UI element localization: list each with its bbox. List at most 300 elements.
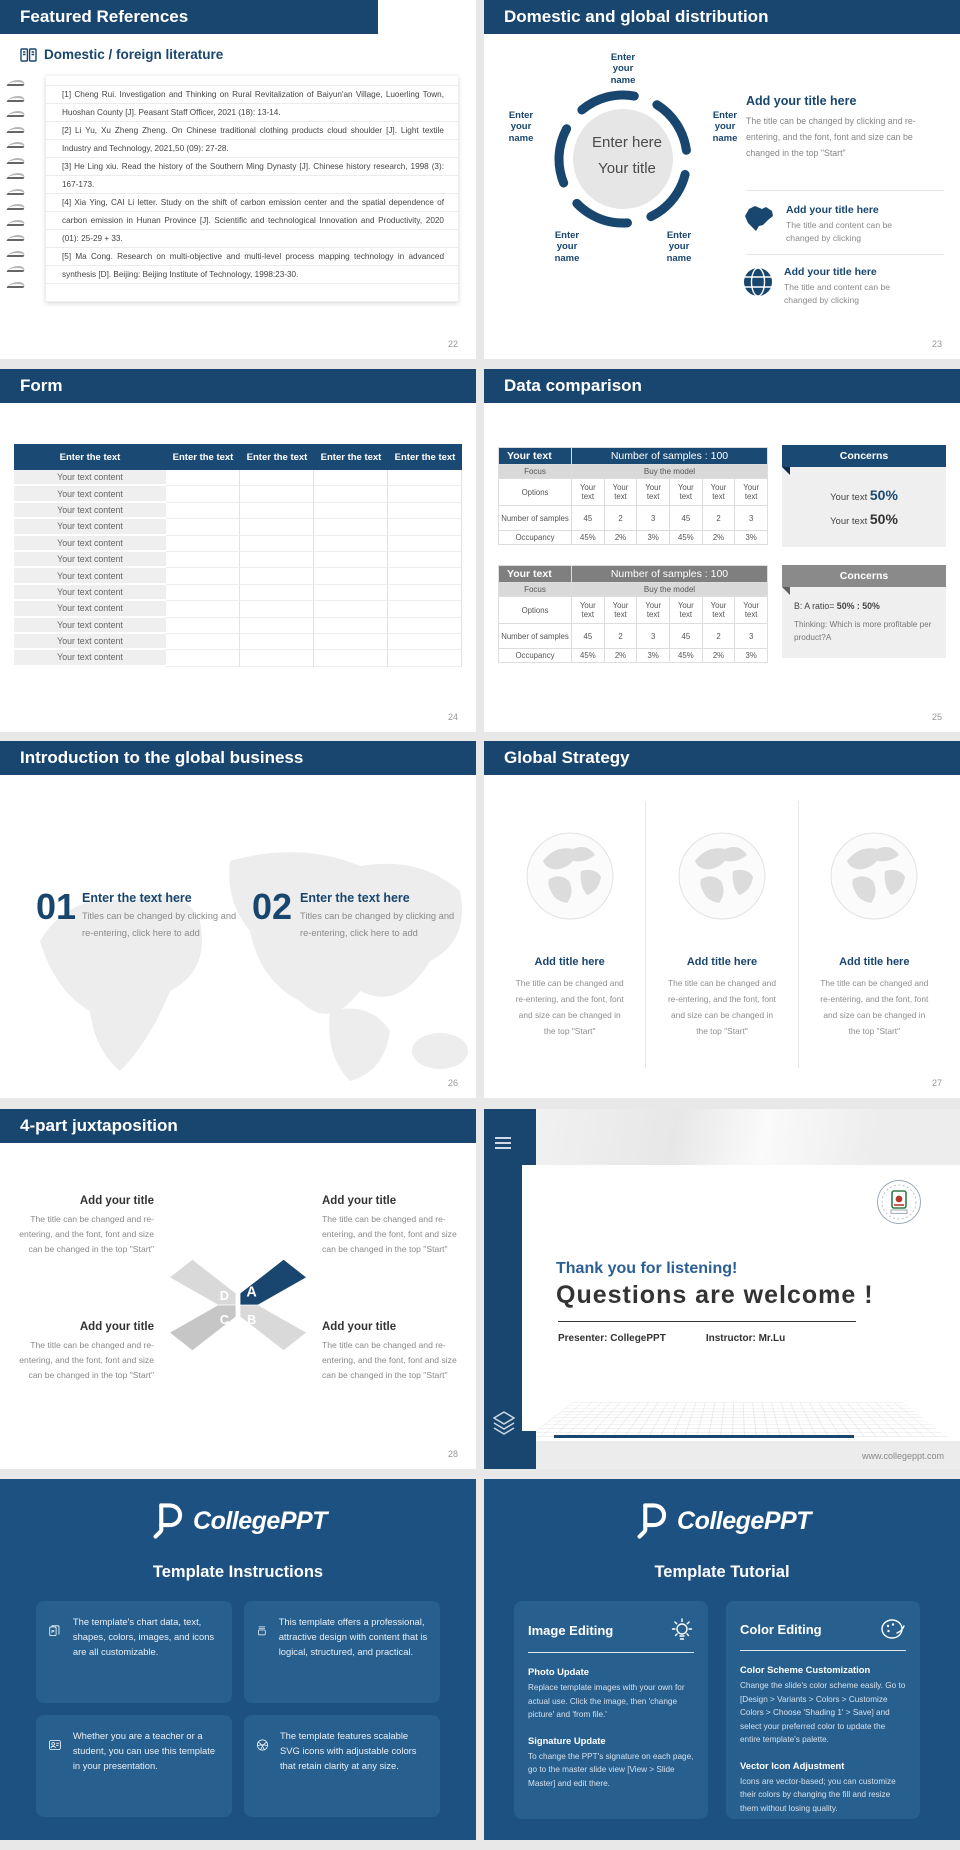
table-row [14, 618, 462, 634]
occupancy-label: Occupancy [499, 530, 571, 544]
table-body [14, 470, 462, 667]
box-title: Image Editing [528, 1622, 614, 1638]
feature-card [36, 1601, 232, 1703]
row-label-cell: Your text content [14, 634, 166, 650]
section-body: To change the PPT's signature on each page, go to the master slide view [View > Slide Master] and edit there. [528, 1751, 694, 1788]
empty-cell [314, 536, 388, 552]
page-number: 25 [931, 712, 942, 722]
samples-label: Number of samples [499, 623, 571, 648]
slide-title: Introduction to the global business [20, 748, 304, 767]
divider [746, 254, 944, 255]
empty-cell [240, 650, 314, 666]
empty-cell [388, 503, 462, 519]
concerns-header: Concerns [782, 565, 946, 587]
numbered-item-2 [252, 886, 292, 928]
thank-you-card [522, 1165, 960, 1441]
occupancy-value: 2% [702, 530, 735, 544]
strategy-column [494, 801, 646, 1068]
samples-title-cell: Number of samples : 100 [571, 448, 767, 464]
center-line1: Enter here [591, 134, 663, 151]
table-header-row [499, 448, 767, 464]
form-table [14, 444, 462, 667]
spiral-ring [6, 204, 26, 210]
empty-cell [166, 503, 240, 519]
section-title: Photo Update [528, 1666, 589, 1677]
letter-d: D [219, 1287, 230, 1303]
row-label-cell: Your text content [14, 486, 166, 502]
page-number: 24 [447, 712, 458, 722]
item-body: Titles can be changed by clicking and re-entering, click here to add [82, 911, 237, 938]
row-label-cell: Your text content [14, 536, 166, 552]
empty-cell [314, 486, 388, 502]
occupancy-value: 2% [702, 648, 735, 662]
row-label-cell: Your text content [14, 601, 166, 617]
slide-title-bar [0, 0, 378, 34]
empty-cell [388, 486, 462, 502]
quadrant-body: The title can be changed and re-entering, and the font, font and size can be changed in the top "Start" [19, 1214, 154, 1255]
presenter-row [558, 1333, 785, 1344]
column-title: Add title here [686, 956, 758, 968]
empty-cell [388, 536, 462, 552]
sample-value: 2 [702, 505, 735, 530]
sample-value: 3 [636, 505, 669, 530]
archive-box-icon [256, 1614, 268, 1648]
sample-value: 45 [669, 505, 702, 530]
occupancy-value: 45% [669, 648, 702, 662]
empty-cell [388, 470, 462, 486]
empty-cell [166, 536, 240, 552]
concerns-body [782, 587, 946, 658]
section-title: Color Scheme Customization [740, 1664, 871, 1675]
slide-title-bar [0, 1109, 476, 1143]
slide-global-business [0, 741, 476, 1098]
sample-value: 45 [669, 623, 702, 648]
node-label-left: Enter your name [508, 110, 534, 144]
concerns-body [782, 467, 946, 547]
empty-cell [166, 486, 240, 502]
spiral-ring [6, 142, 26, 148]
section-title: Vector Icon Adjustment [740, 1759, 845, 1771]
slide-title: Form [20, 376, 63, 395]
box-header [740, 1617, 906, 1651]
slide-form [0, 369, 476, 732]
empty-cell [388, 650, 462, 666]
item-number: 01 [36, 886, 77, 927]
samples-row [499, 623, 767, 648]
row-label-cell: Your text content [14, 618, 166, 634]
table-row [14, 568, 462, 584]
quadrant-top-left [14, 1195, 154, 1257]
row-label-cell: Your text content [14, 519, 166, 535]
image-editing-box [514, 1601, 708, 1819]
row-label-cell: Your text content [14, 650, 166, 666]
sample-table-blue [498, 447, 768, 545]
panel-template-tutorial [484, 1479, 960, 1840]
bottom-accent-bar [554, 1435, 854, 1438]
occupancy-value: 3% [636, 530, 669, 544]
node-label-top: Enter your name [610, 52, 636, 86]
concern-line [794, 511, 934, 527]
page-number: 22 [447, 339, 458, 349]
feature-card [36, 1715, 232, 1817]
spiral-ring [6, 173, 26, 179]
slide-title-bar [0, 369, 476, 403]
sidebar-column [484, 1109, 522, 1457]
ratio-value: 50% : 50% [836, 601, 880, 611]
list-item-text [784, 266, 924, 308]
quadrant-bottom-left [14, 1321, 154, 1383]
box-header [528, 1617, 694, 1653]
table-row [14, 634, 462, 650]
samples-title-cell: Number of samples : 100 [571, 566, 767, 582]
spiral-ring [6, 251, 26, 257]
website-url: www.collegeppt.com [861, 1451, 944, 1461]
empty-cell [314, 650, 388, 666]
column-header: Enter the text [59, 451, 121, 463]
concerns-box-blue [782, 445, 946, 547]
sidebar-bottom-block [484, 1431, 536, 1469]
item-body: The title and content can be changed by clicking [784, 282, 891, 306]
occupancy-row [499, 648, 767, 662]
empty-cell [166, 650, 240, 666]
numbered-item-2-text [300, 891, 460, 941]
quadrant-title: Add your title [322, 1195, 397, 1207]
hamburger-menu-icon [495, 1137, 511, 1149]
reference-item: [2] Li Yu, Xu Zheng Zheng. On Chinese traditional clothing products cloud shoulder [J]. Light textile Industry and Technology, 2021,50 (09): 27-28. [62, 126, 444, 153]
palette-icon [880, 1617, 906, 1641]
slide-title: Domestic and global distribution [504, 7, 769, 26]
empty-cell [314, 470, 388, 486]
node-label-bottom-right: Enter your name [666, 230, 692, 264]
section-heading [20, 47, 223, 62]
occupancy-value: 2% [604, 648, 637, 662]
empty-cell [388, 552, 462, 568]
slide-featured-references [0, 0, 476, 359]
occupancy-value: 3% [734, 530, 767, 544]
samples-label: Number of samples [499, 505, 571, 530]
table-row [14, 486, 462, 502]
quadrant-body: The title can be changed and re-entering, and the font, font and size can be changed in the top "Start" [322, 1340, 457, 1381]
options-row [499, 596, 767, 623]
empty-cell [240, 601, 314, 617]
feature-text: This template offers a professional, attractive design with content that is logical, structured, and practical. [278, 1616, 428, 1658]
empty-cell [314, 568, 388, 584]
corner-cell: Your text [499, 448, 571, 464]
concern-label: Your text [830, 516, 868, 527]
item-title: Enter the text here [300, 891, 410, 905]
globe-icon [742, 266, 774, 298]
empty-cell [240, 634, 314, 650]
node-label-bottom-left: Enter your name [554, 230, 580, 264]
sample-table-gray [498, 565, 768, 663]
slide-title: Global Strategy [504, 748, 630, 767]
occupancy-value: 45% [669, 530, 702, 544]
globe-icon [829, 831, 919, 921]
spiral-ring [6, 266, 26, 272]
options-row [499, 478, 767, 505]
empty-cell [166, 634, 240, 650]
quadrant-bottom-right [322, 1321, 462, 1383]
empty-cell [314, 503, 388, 519]
empty-cell [166, 519, 240, 535]
option-cell: Your text [669, 478, 702, 505]
empty-cell [314, 634, 388, 650]
column-header: Enter the text [394, 451, 456, 463]
samples-row [499, 505, 767, 530]
row-label-cell: Your text content [14, 568, 166, 584]
slide-title-bar [484, 369, 960, 403]
empty-cell [314, 618, 388, 634]
occupancy-label: Occupancy [499, 648, 571, 662]
empty-cell [388, 634, 462, 650]
table-row [14, 601, 462, 617]
university-emblem [876, 1179, 922, 1225]
ratio-prefix: B: A ratio= [794, 601, 837, 611]
options-label: Options [499, 596, 571, 623]
section-body: Replace template images with your own for actual use. Click the image, then 'change picture' and 'from file.' [528, 1683, 685, 1720]
person-card-icon [48, 1728, 62, 1762]
options-label: Options [499, 478, 571, 505]
table-header-row [499, 566, 767, 582]
slide-title-bar [0, 741, 476, 775]
table-subheader-row [499, 464, 767, 478]
numbered-item-1-text [82, 891, 242, 941]
occupancy-value: 2% [604, 530, 637, 544]
column-body: The title can be changed and re-entering, and the font, font and size can be changed in the top "Start" [515, 978, 624, 1036]
pages-icon [48, 1614, 62, 1648]
sample-value: 3 [636, 623, 669, 648]
layers-stack-icon [493, 1411, 515, 1435]
option-cell: Your text [604, 596, 637, 623]
section-title: Domestic / foreign literature [44, 47, 224, 62]
slide-title-bar [484, 741, 960, 775]
node-label-right: Enter your name [712, 110, 738, 144]
page-number: 26 [447, 1078, 458, 1088]
slide-title-bar [484, 0, 960, 34]
svg-text:P: P [51, 1629, 55, 1635]
empty-cell [240, 470, 314, 486]
letter-b: B [246, 1311, 257, 1327]
ratio-line [794, 601, 934, 611]
sample-value: 45 [571, 623, 604, 648]
empty-cell [388, 568, 462, 584]
option-cell: Your text [636, 478, 669, 505]
slide-global-strategy [484, 741, 960, 1098]
item-title: Add your title here [784, 266, 877, 278]
spiral-ring [6, 235, 26, 241]
focus-cell: Focus [499, 464, 571, 478]
empty-cell [314, 585, 388, 601]
strategy-column [646, 801, 798, 1068]
column-body: The title can be changed and re-entering, and the font, font and size can be changed in the top "Start" [667, 978, 776, 1036]
spiral-ring [6, 282, 26, 288]
row-label-cell: Your text content [14, 470, 166, 486]
table-row [14, 650, 462, 666]
item-title: Add your title here [786, 204, 879, 216]
concern-value: 50% [869, 487, 898, 503]
globe-icon [677, 831, 767, 921]
column-header: Enter the text [172, 451, 234, 463]
page-number: 28 [447, 1449, 458, 1459]
divider-rule [558, 1321, 856, 1322]
empty-cell [388, 618, 462, 634]
slide-juxtaposition [0, 1109, 476, 1469]
globe-icon [525, 831, 615, 921]
section-body: Change the slide's color scheme easily. Go to [Design > Variants > Colors > Customize Colors > Choose 'Shading 1' > Save] and select your preferred color to update the entire template's palette. [740, 1681, 906, 1745]
feature-card [244, 1715, 440, 1817]
right-text-block [746, 94, 944, 161]
table-row [14, 503, 462, 519]
empty-cell [240, 486, 314, 502]
option-cell: Your text [702, 478, 735, 505]
brand-name: CollegePPT [677, 1506, 811, 1535]
row-label-cell: Your text content [14, 552, 166, 568]
reference-list [46, 76, 458, 302]
world-map-background [0, 821, 476, 1098]
china-map-icon [742, 204, 776, 234]
quadrant-title: Add your title [322, 1321, 397, 1333]
empty-cell [240, 568, 314, 584]
item-body: Titles can be changed by clicking and re-entering, click here to add [300, 911, 455, 938]
empty-cell [314, 519, 388, 535]
panel-template-instructions [0, 1479, 476, 1840]
presenter-label: Presenter: CollegePPT [558, 1333, 666, 1344]
column-body: The title can be changed and re-entering, and the font, font and size can be changed in the top "Start" [820, 978, 929, 1036]
concern-line [794, 487, 934, 503]
option-cell: Your text [604, 478, 637, 505]
option-cell: Your text [571, 478, 604, 505]
book-icon [20, 48, 37, 62]
column-title: Add title here [839, 956, 910, 968]
list-item-text [786, 204, 926, 246]
x-ribbon-graphic [162, 1255, 314, 1355]
empty-cell [388, 519, 462, 535]
spiral-binding [8, 80, 25, 288]
reference-item: [4] Xia Ying, CAI Li letter. Study on the shift of carbon emission center and the spatial dependence of carbon emission in Hunan Province [J]. Scientific and technological Innovation and Productivity, 2020 (01): 25-29 + 33. [62, 198, 444, 243]
table-subheader-row [499, 582, 767, 596]
list-item-china [742, 204, 926, 246]
strategy-columns [494, 801, 950, 1068]
letter-c: C [219, 1311, 230, 1327]
empty-cell [388, 601, 462, 617]
reference-item: [1] Cheng Rui. Investigation and Thinking on Rural Revitalization of Baiyun'an Village, Luoerling Town, Huoshan County [J]. Peasant Staff Officer, 2021 (18): 13-14. [62, 90, 444, 117]
section-body: Icons are vector-based; you can customize their colors by changing the fill and resize them without losing quality. [740, 1776, 896, 1813]
panel-title: Template Tutorial [654, 1563, 790, 1581]
buy-model-cell: Buy the model [571, 582, 767, 596]
ball-icon [256, 1728, 269, 1762]
table-header-row [14, 444, 462, 470]
slide-thank-you [484, 1109, 960, 1469]
numbered-item-1 [36, 886, 76, 928]
column-header: Enter the text [246, 451, 308, 463]
option-cell: Your text [636, 596, 669, 623]
reference-item: [3] He Ling xiu. Read the history of the Southern Ming Dynasty [J]. Chinese history research, 1998 (3): 167-173. [62, 162, 444, 189]
option-cell: Your text [734, 596, 767, 623]
item-body: The title and content can be changed by clicking [786, 220, 893, 244]
table-row [14, 552, 462, 568]
quadrant-title: Add your title [79, 1195, 154, 1207]
spiral-ring [6, 127, 26, 133]
spiral-ring [6, 158, 26, 164]
sample-value: 45 [571, 505, 604, 530]
row-label-cell: Your text content [14, 585, 166, 601]
table-row [14, 470, 462, 486]
empty-cell [240, 618, 314, 634]
empty-cell [166, 601, 240, 617]
empty-cell [240, 585, 314, 601]
brand-logo-row [0, 1501, 476, 1541]
buy-model-cell: Buy the model [571, 464, 767, 478]
slide-data-comparison [484, 369, 960, 732]
list-item-globe [742, 266, 924, 308]
wireframe-mesh [528, 1403, 948, 1437]
spiral-ring [6, 189, 26, 195]
quadrant-title: Add your title [79, 1321, 154, 1333]
empty-cell [240, 519, 314, 535]
empty-cell [240, 552, 314, 568]
panel-title: Template Instructions [152, 1563, 324, 1581]
page-number: 23 [931, 339, 942, 349]
slide-title: Data comparison [504, 376, 642, 395]
concerns-header: Concerns [782, 445, 946, 467]
spiral-ring [6, 111, 26, 117]
item-number: 02 [252, 886, 293, 927]
decorative-band [522, 1109, 960, 1165]
feature-text: The template's chart data, text, shapes, colors, images, and icons are all customizable. [72, 1616, 215, 1658]
circle-center-text [572, 130, 682, 181]
quadrant-body: The title can be changed and re-entering, and the font, font and size can be changed in the top "Start" [19, 1340, 154, 1381]
sample-value: 3 [734, 623, 767, 648]
slide-title: Featured References [20, 7, 189, 26]
spiral-ring [6, 80, 26, 86]
thinking-note: Thinking: Which is more profitable per product?A [794, 620, 932, 642]
divider [746, 190, 944, 191]
option-cell: Your text [734, 478, 767, 505]
table-row [14, 585, 462, 601]
reference-item: [5] Ma Cong. Research on multi-objective and multi-level process mapping technology in advanced synthesis [D]. Beijing: Beijing Institute of Technology, 1998:23-30. [62, 252, 444, 279]
thanks-line1: Thank you for listening! [556, 1260, 738, 1277]
feature-grid [36, 1601, 440, 1817]
quadrant-top-right [322, 1195, 462, 1257]
empty-cell [166, 470, 240, 486]
strategy-column [799, 801, 950, 1068]
occupancy-value: 45% [571, 648, 604, 662]
occupancy-row [499, 530, 767, 544]
empty-cell [166, 552, 240, 568]
box-title: Color Editing [740, 1621, 822, 1637]
collegeppt-logo-icon [149, 1501, 185, 1541]
collegeppt-logo-icon [633, 1501, 669, 1541]
empty-cell [166, 585, 240, 601]
page-number: 27 [931, 1078, 942, 1088]
empty-cell [166, 568, 240, 584]
row-label-cell: Your text content [14, 503, 166, 519]
option-cell: Your text [669, 596, 702, 623]
empty-cell [240, 503, 314, 519]
quadrant-body: The title can be changed and re-entering, and the font, font and size can be changed in the top "Start" [322, 1214, 457, 1255]
color-editing-box [726, 1601, 920, 1819]
empty-cell [240, 536, 314, 552]
lightbulb-icon [670, 1617, 694, 1643]
column-title: Add title here [534, 956, 605, 968]
empty-cell [314, 552, 388, 568]
feature-card [244, 1601, 440, 1703]
concern-label: Your text [830, 492, 868, 503]
sample-value: 3 [734, 505, 767, 530]
corner-cell: Your text [499, 566, 571, 582]
spiral-ring [6, 96, 26, 102]
instructor-label: Instructor: Mr.Lu [705, 1333, 786, 1344]
